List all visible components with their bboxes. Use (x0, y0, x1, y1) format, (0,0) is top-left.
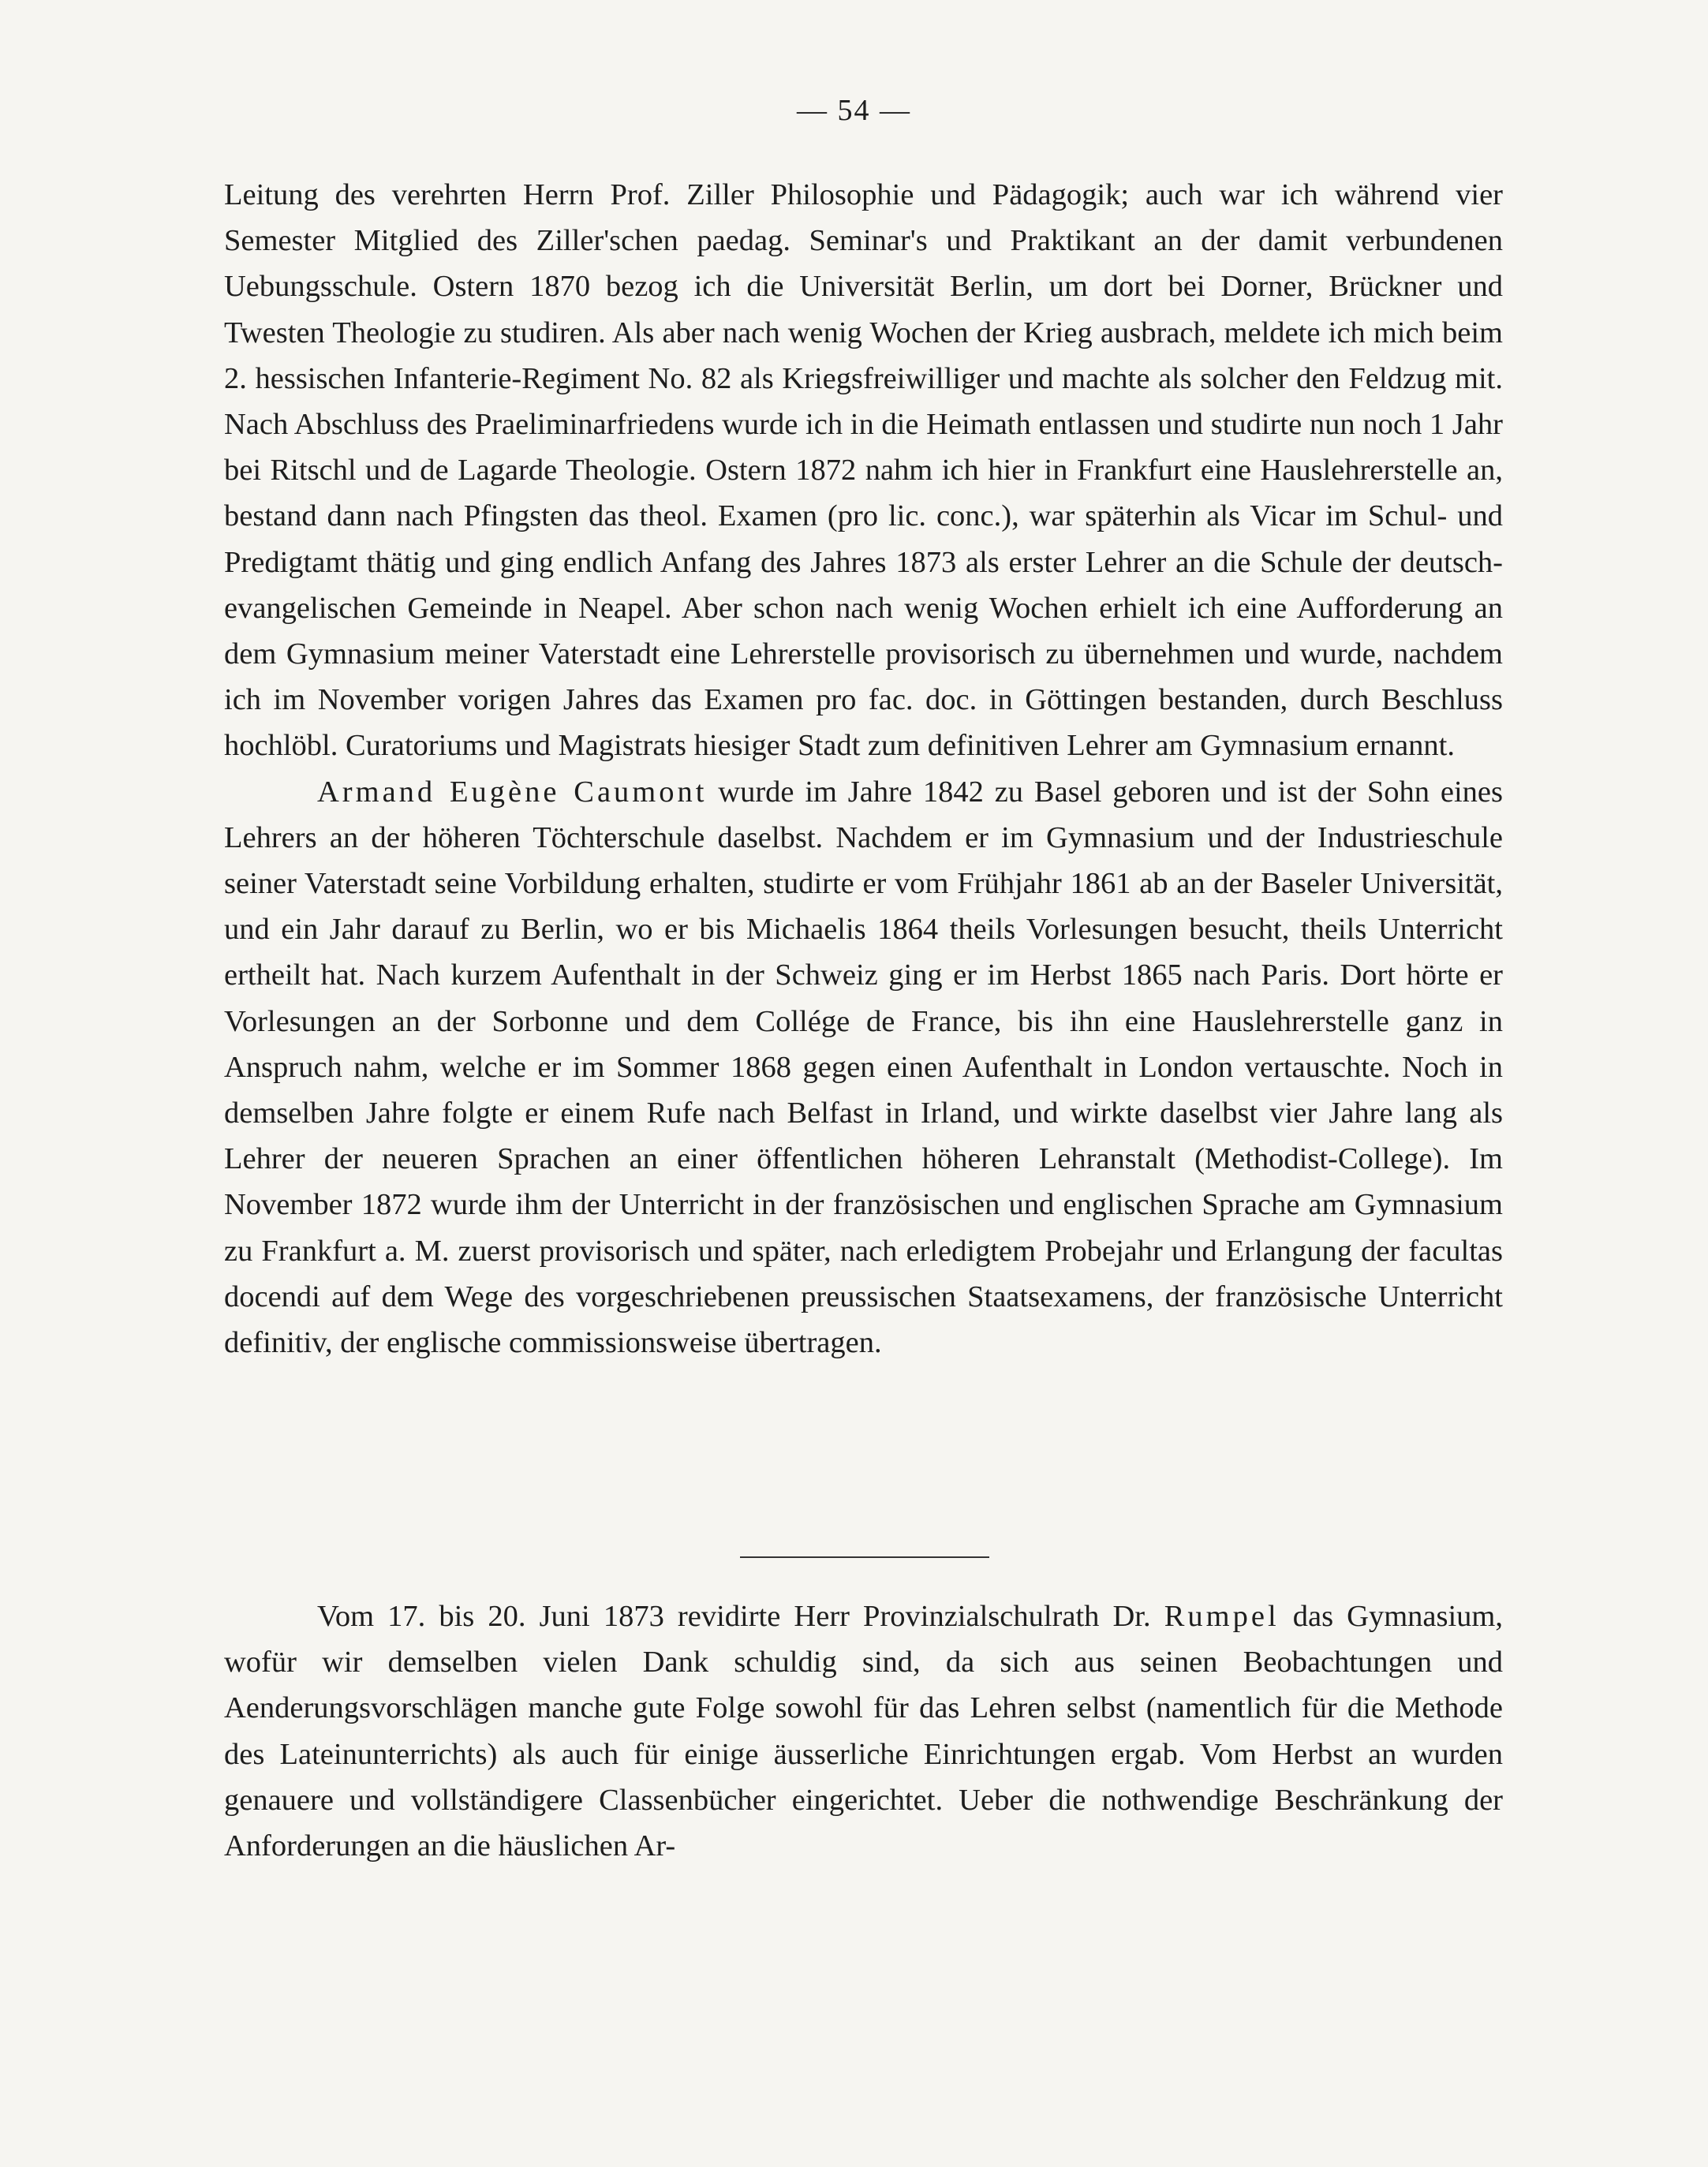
page-number: — 54 — (797, 94, 911, 127)
paragraph-biography-continued: Leitung des verehrten Herrn Prof. Ziller Philosophie und Pädagogik; auch war ich während vier Semester Mitglied des Ziller'schen paedag. Seminar's und Praktikant an der damit verbundenen Uebungsschule. Ostern 1870 bezog ich die Universität Berlin, um dort bei Dorner, Brückner und Twesten Theologie zu studiren. Als aber nach wenig Wochen der Krieg ausbrach, meldete ich mich beim 2. hessischen Infanterie-Regiment No. 82 als Kriegsfreiwilliger und machte als solcher den Feldzug mit. Nach Abschluss des Praeliminarfriedens wurde ich in die Heimath entlassen und studirte nun noch 1 Jahr bei Ritschl und de Lagarde Theologie. Ostern 1872 nahm ich hier in Frankfurt eine Hauslehrerstelle an, bestand dann nach Pfingsten das theol. Examen (pro lic. conc.), war späterhin als Vicar im Schul- und Predigtamt thätig und ging endlich Anfang des Jahres 1873 als erster Lehrer an die Schule der deutsch-evangelischen Gemeinde in Neapel. Aber schon nach wenig Wochen erhielt ich eine Aufforderung an dem Gymnasium meiner Vaterstadt eine Lehrerstelle provisorisch zu übernehmen und wurde, nachdem ich im November vorigen Jahres das Examen pro fac. doc. in Göttingen bestanden, durch Beschluss hochlöbl. Curatoriums und Magistrats hiesiger Stadt zum definitiven Lehrer am Gymnasium ernannt. (224, 178, 1503, 763)
section-divider (740, 1556, 989, 1558)
paragraph-inspection (224, 1593, 1503, 1869)
person-name-rumpel: Rumpel (1164, 1600, 1280, 1633)
section-biographies (224, 172, 1503, 1366)
section-inspection (224, 1593, 1503, 1869)
paragraph-biography-caumont-text: wurde im Jahre 1842 zu Basel geboren und ist der Sohn eines Lehrers an der höheren Töchterschule daselbst. Nachdem er im Gymnasium und der Industrieschule seiner Vaterstadt seine Vorbildung erhalten, studirte er vom Frühjahr 1861 ab an der Baseler Universität, und ein Jahr darauf zu Berlin, wo er bis Michaelis 1864 theils Vorlesungen besucht, theils Unterricht ertheilt hat. Nach kurzem Aufenthalt in der Schweiz ging er im Herbst 1865 nach Paris. Dort hörte er Vorlesungen an der Sorbonne und dem Collége de France, bis ihn eine Hauslehrerstelle ganz in Anspruch nahm, welche er im Sommer 1868 gegen einen Aufenthalt in London vertauschte. Noch in demselben Jahre folgte er einem Rufe nach Belfast in Irland, und wirkte daselbst vier Jahre lang als Lehrer der neueren Sprachen an einer öffentlichen höheren Lehranstalt (Methodist-College). Im November 1872 wurde ihm der Unterricht in der französischen und englischen Sprache am Gymnasium zu Frankfurt a. M. zuerst provisorisch und später, nach erledigtem Probejahr und Erlangung der facultas docendi auf dem Wege des vorgeschriebenen preussischen Staatsexamens, der französische Unterricht definitiv, der englische commissionsweise übertragen. (224, 775, 1503, 1360)
inspection-text-start: Vom 17. bis 20. Juni 1873 revidirte Herr Provinzialschulrath Dr. (317, 1600, 1151, 1633)
paragraph-biography-caumont (224, 769, 1503, 1366)
inspection-text-rest: das Gymnasium, wofür wir demselben vielen Dank schuldig sind, da sich aus seinen Beobachtungen und Aenderungsvorschlägen manche gute Folge sowohl für das Lehren selbst (namentlich für die Methode des Lateinunterrichts) als auch für einige äusserliche Einrichtungen ergab. Vom Herbst an wurden genauere und vollständigere Classenbücher eingerichtet. Ueber die nothwendige Beschränkung der Anforderungen an die häuslichen Ar- (224, 1600, 1503, 1863)
person-name-caumont: Armand Eugène Caumont (317, 775, 708, 809)
